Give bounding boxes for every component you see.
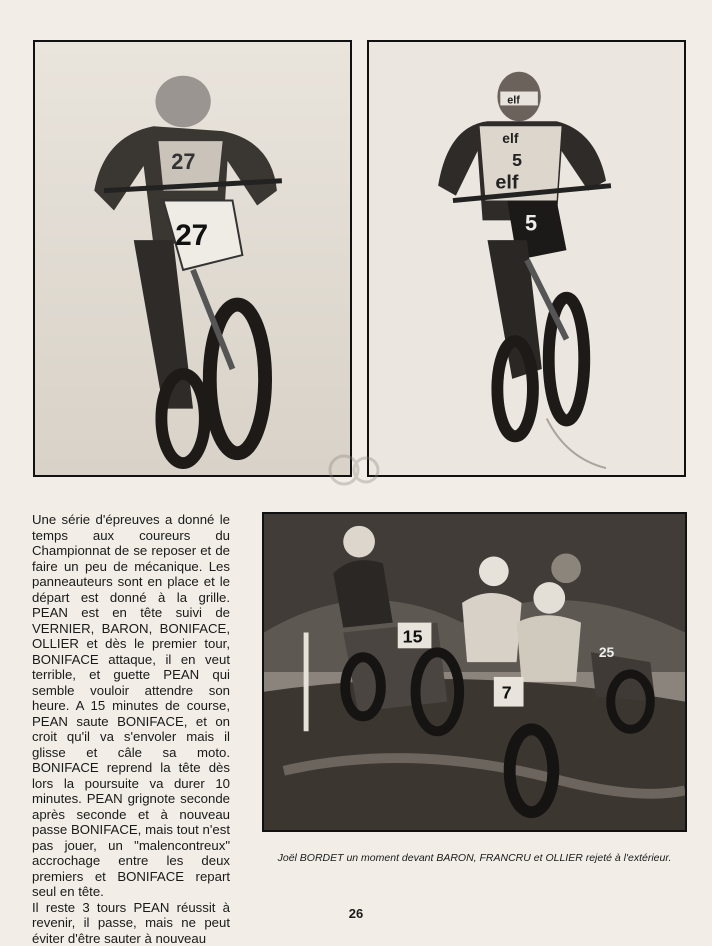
helmet-sponsor-text: elf xyxy=(507,94,520,106)
bib-number: 5 xyxy=(512,150,522,170)
photo-rider-27-image xyxy=(35,42,350,475)
photo-race-group xyxy=(262,512,687,832)
photo-race-group-image xyxy=(264,514,685,830)
rider-27-bib-number: 27 xyxy=(171,149,195,174)
page-number: 26 xyxy=(0,906,712,921)
rider-7-plate-number: 7 xyxy=(502,683,512,703)
photo-caption: Joël BORDET un moment devant BARON, FRANCRU et OLLIER rejeté à l'extérieur. xyxy=(262,852,687,864)
photo-rider-27 xyxy=(33,40,352,477)
watermark-logo xyxy=(326,450,386,490)
article-paragraph: Il reste 3 tours PEAN réussit à revenir, il passe, mais ne peut éviter d'être sauter à nouveau xyxy=(32,900,230,946)
rider-27-plate-number: 27 xyxy=(175,219,208,252)
rider-25-plate-number: 25 xyxy=(599,644,615,660)
bib-sponsor-text-large: elf xyxy=(495,172,518,194)
bib-sponsor-text: elf xyxy=(502,130,519,146)
article-text xyxy=(32,512,230,946)
article-paragraph: Une série d'épreuves a donné le temps aux coureurs du Championnat de se reposer et de faire un peu de mécanique. Les panneauteurs sont en place et le départ est donné à la grille. PEAN est en tête suivi de VERNIER, BARON, BONIFACE, OLLIER et dès le premier tour, BONIFACE attaque, il en veut terrible, et guette PEAN qui semble vouloir attendre son heure. A 15 minutes de course, PEAN saute BONIFACE, et on croit qu'il va s'envoler mais il glisse et câle sa moto. BONIFACE reprend la tête dès lors la poursuite va durer 10 minutes. PEAN grignote seconde après seconde et à nouveau passe BONIFACE, mais tout n'est pas jouer, un "malencontreux" accrochage entre les deux premiers et BONIFACE repart seul en tête. xyxy=(32,512,230,900)
photo-rider-5-image xyxy=(369,42,684,475)
plate-number: 5 xyxy=(525,210,537,235)
rider-15-plate-number: 15 xyxy=(403,626,423,646)
photo-rider-5 xyxy=(367,40,686,477)
